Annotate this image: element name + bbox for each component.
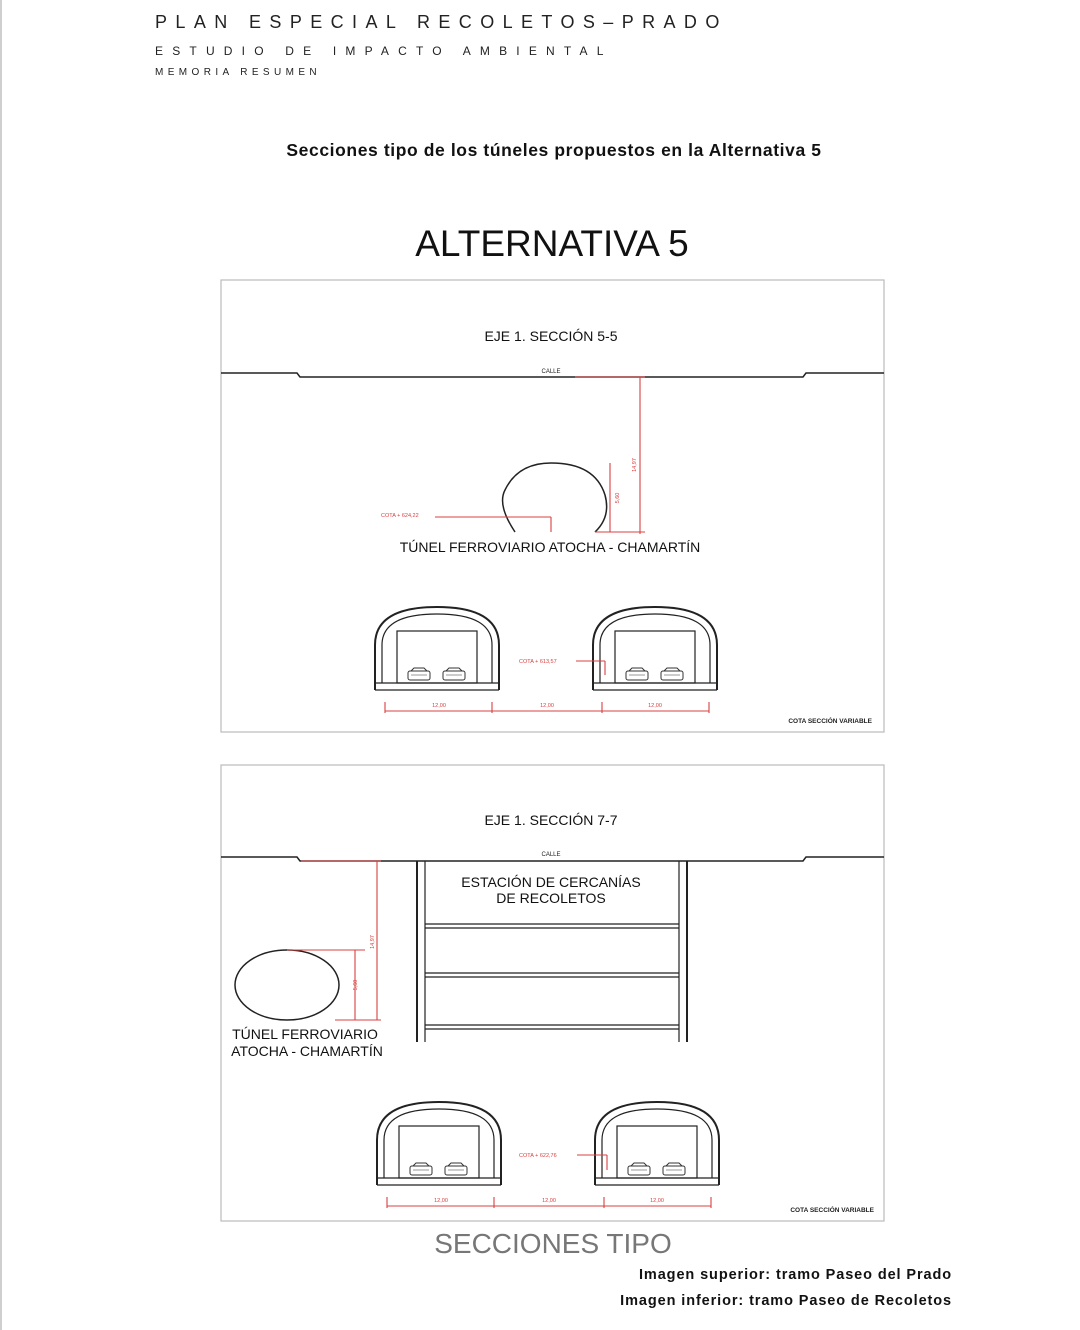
street-label: CALLE [541, 369, 561, 375]
dim-2-top: 12,00 [540, 703, 554, 709]
road-tunnel-right-2 [595, 1102, 719, 1185]
variable-section-note-bottom: COTA SECCIÓN VARIABLE [790, 1207, 874, 1214]
road-tunnel-right [593, 607, 717, 690]
rail-tunnel-section-2 [235, 950, 339, 1020]
dimension-lines [435, 377, 645, 534]
rail-tunnel-label-bottom-2: ATOCHA - CHAMARTÍN [231, 1043, 383, 1059]
document-title: Secciones tipo de los túneles propuestos en la Alternativa 5 [286, 140, 822, 160]
panel-section-7-7 [221, 765, 884, 1221]
caption-lower: Imagen inferior: tramo Paseo de Recoletos [620, 1293, 952, 1309]
cota-road-bottom: COTA + 622,76 [519, 1153, 557, 1159]
street-label-2: CALLE [541, 852, 561, 858]
dim-3-top: 12,00 [648, 703, 662, 709]
rail-tunnel-label-top: TÚNEL FERROVIARIO ATOCHA - CHAMARTÍN [399, 539, 701, 555]
dim-depth-bottom: 14,97 [370, 935, 376, 949]
header-plan-title: PLAN ESPECIAL RECOLETOS–PRADO [155, 12, 728, 32]
section-5-5-title: EJE 1. SECCIÓN 5-5 [484, 328, 618, 344]
section-7-7-title: EJE 1. SECCIÓN 7-7 [484, 812, 618, 828]
cota-road-top: COTA + 613,57 [519, 659, 557, 665]
dim-height-top: 5,60 [615, 492, 621, 504]
panel-section-5-5 [221, 280, 884, 732]
dim-height-bottom: 5,60 [353, 979, 359, 991]
road-tunnel-left-2 [377, 1102, 501, 1185]
station-label-line2: DE RECOLETOS [496, 890, 606, 906]
road-tunnel-left [375, 607, 499, 690]
rail-tunnel-label-bottom-1: TÚNEL FERROVIARIO [232, 1026, 378, 1042]
dim-1-top: 12,00 [432, 703, 446, 709]
header-subtitle: MEMORIA RESUMEN [155, 67, 322, 78]
variable-section-note-top: COTA SECCIÓN VARIABLE [788, 718, 872, 725]
caption-upper: Imagen superior: tramo Paseo del Prado [639, 1267, 952, 1283]
station-label-line1: ESTACIÓN DE CERCANÍAS [461, 874, 641, 890]
page-edge [0, 0, 2, 1330]
cota-label-top: COTA + 624,22 [381, 513, 419, 519]
header-study-title: ESTUDIO DE IMPACTO AMBIENTAL [155, 44, 613, 58]
figure-footer-title: SECCIONES TIPO [434, 1228, 672, 1257]
rail-tunnel-section [503, 463, 607, 532]
dim-depth-top: 14,97 [632, 458, 638, 472]
figure [215, 205, 890, 1257]
dim-1-bottom: 12,00 [434, 1198, 448, 1204]
dim-2-bottom: 12,00 [542, 1198, 556, 1204]
sections-drawing [215, 205, 890, 1257]
figure-title: ALTERNATIVA 5 [415, 223, 689, 264]
dim-3-bottom: 12,00 [650, 1198, 664, 1204]
